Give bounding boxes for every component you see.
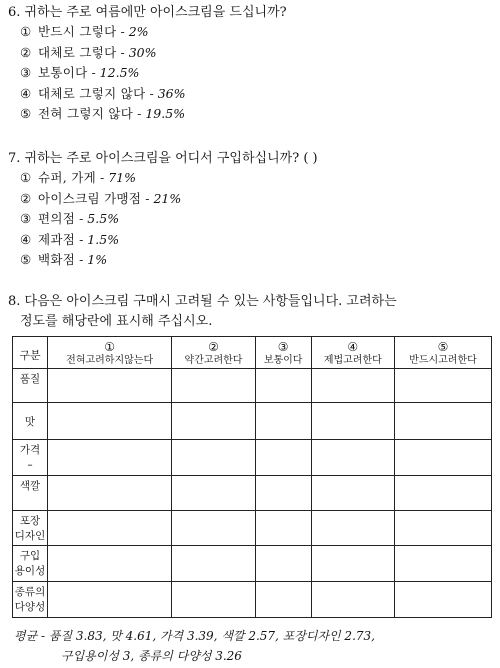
answer-cell[interactable]: [172, 582, 255, 618]
question-8-instruction: 정도를 해당란에 표시해 주십시오.: [20, 314, 213, 329]
question-8-title: 8. 다음은 아이스크림 구매시 고려될 수 있는 사항들입니다. 고려하는: [8, 294, 397, 309]
column-header: [255, 337, 311, 369]
question-6: [8, 4, 287, 125]
option-percent: - 1.5%: [75, 231, 120, 247]
table-row: [13, 403, 492, 440]
answer-cell[interactable]: [255, 511, 311, 546]
option-item: [8, 84, 287, 105]
option-number: ⑤: [20, 252, 32, 267]
answer-cell[interactable]: [48, 403, 172, 440]
option-number: ④: [20, 231, 32, 247]
average-summary: [14, 626, 375, 666]
answer-cell[interactable]: [48, 440, 172, 476]
option-percent: - 1%: [75, 252, 108, 267]
answer-cell[interactable]: [255, 440, 311, 476]
option-item: [8, 104, 287, 125]
consideration-table: [12, 336, 492, 618]
column-header: [172, 337, 255, 369]
option-number: ①: [20, 24, 32, 39]
answer-cell[interactable]: [311, 546, 394, 582]
option-percent: - 71%: [96, 170, 137, 185]
answer-cell[interactable]: [172, 369, 255, 403]
option-percent: - 2%: [116, 24, 149, 39]
row-label-line: –: [27, 459, 33, 471]
table-row: [13, 440, 492, 476]
option-percent: - 19.5%: [133, 106, 186, 121]
column-header: [394, 337, 491, 369]
row-label-line: 종류의: [14, 586, 46, 598]
option-number: ③: [20, 211, 32, 226]
column-label: 반드시고려한다: [409, 355, 477, 366]
question-6-title: 6. 귀하는 주로 여름에만 아이스크림을 드십니까?: [8, 5, 287, 20]
column-number: ①: [104, 340, 116, 354]
question-7-options: [8, 168, 318, 271]
table-corner-header: [13, 337, 48, 369]
option-item: [8, 209, 318, 230]
option-item: [8, 168, 318, 189]
option-item: [8, 43, 287, 64]
row-label-line: 용이성: [14, 565, 46, 577]
option-item: [8, 22, 287, 43]
table-row: [13, 546, 492, 582]
answer-cell[interactable]: [172, 476, 255, 511]
question-6-options: [8, 22, 287, 125]
row-label-line: 색깔: [19, 480, 41, 492]
option-text: 백화점: [38, 252, 76, 267]
answer-cell[interactable]: [255, 476, 311, 511]
corner-label: 구분: [19, 349, 41, 362]
option-percent: - 5.5%: [75, 211, 120, 226]
column-number: ⑤: [437, 340, 449, 354]
option-number: ①: [20, 170, 32, 185]
option-text: 전혀 그렇지 않다: [38, 106, 134, 121]
option-item: [8, 189, 318, 210]
row-label: [13, 476, 48, 511]
question-7: [8, 150, 318, 271]
table-row: [13, 476, 492, 511]
option-number: ⑤: [20, 106, 32, 121]
answer-cell[interactable]: [48, 369, 172, 403]
answer-cell[interactable]: [311, 369, 394, 403]
answer-cell[interactable]: [311, 440, 394, 476]
option-number: ②: [20, 44, 32, 60]
table-row: [13, 511, 492, 546]
option-text: 보통이다: [38, 65, 88, 80]
answer-cell[interactable]: [255, 582, 311, 618]
column-label: 보통이다: [263, 355, 303, 366]
option-text: 편의점: [38, 211, 76, 226]
answer-cell[interactable]: [255, 546, 311, 582]
row-label-line: 구입: [19, 550, 41, 562]
option-percent: - 12.5%: [87, 65, 140, 80]
option-item: [8, 250, 318, 271]
column-number: ③: [277, 340, 289, 354]
answer-cell[interactable]: [255, 369, 311, 403]
column-number: ②: [208, 340, 219, 354]
answer-cell[interactable]: [48, 582, 172, 618]
answer-cell[interactable]: [394, 511, 491, 546]
answer-cell[interactable]: [311, 403, 394, 440]
row-label: [13, 582, 48, 618]
option-percent: - 21%: [141, 190, 182, 206]
option-percent: - 30%: [116, 44, 157, 60]
column-header: [311, 337, 394, 369]
answer-cell[interactable]: [172, 403, 255, 440]
answer-cell[interactable]: [394, 440, 491, 476]
table-row: [13, 369, 492, 403]
column-label: 제법고려한다: [323, 355, 382, 366]
answer-cell[interactable]: [48, 546, 172, 582]
row-label-line: 가격: [19, 444, 41, 456]
answer-cell[interactable]: [394, 582, 491, 618]
table-header-row: [13, 337, 492, 369]
row-label: [13, 440, 48, 476]
option-number: ④: [20, 85, 32, 101]
row-label-line: 품질: [19, 373, 41, 385]
option-percent: - 36%: [145, 85, 186, 101]
answer-cell[interactable]: [255, 403, 311, 440]
average-line-1: 평균 - 품질 3.83, 맛 4.61, 가격 3.39, 색깔 2.57, 포장디자인 2.73,: [14, 629, 375, 643]
answer-cell[interactable]: [48, 476, 172, 511]
row-label: [13, 546, 48, 582]
answer-cell[interactable]: [311, 476, 394, 511]
answer-cell[interactable]: [311, 511, 394, 546]
answer-cell[interactable]: [394, 546, 491, 582]
answer-cell[interactable]: [172, 440, 255, 476]
option-text: 대체로 그렇지 않다: [38, 85, 146, 101]
question-8: [8, 292, 492, 332]
option-text: 반드시 그렇다: [38, 24, 117, 39]
table-row: [13, 582, 492, 618]
row-label-line: 포장: [19, 515, 41, 527]
row-label-line: 디자인: [14, 530, 46, 542]
answer-cell[interactable]: [311, 582, 394, 618]
row-label-line: 다양성: [14, 601, 46, 613]
option-number: ③: [20, 65, 32, 80]
answer-cell[interactable]: [48, 511, 172, 546]
column-label: 약간고려한다: [184, 355, 243, 366]
answer-cell[interactable]: [172, 546, 255, 582]
option-item: [8, 63, 287, 84]
row-label-line: 맛: [24, 416, 36, 428]
option-item: [8, 230, 318, 251]
answer-cell[interactable]: [394, 369, 491, 403]
column-number: ④: [347, 340, 359, 354]
question-7-title: 7. 귀하는 주로 아이스크림을 어디서 구입하십니까? ( ): [8, 151, 318, 166]
row-label: [13, 369, 48, 403]
option-text: 제과점: [38, 231, 76, 247]
row-label: [13, 511, 48, 546]
answer-cell[interactable]: [172, 511, 255, 546]
answer-cell[interactable]: [394, 403, 491, 440]
column-header: [48, 337, 172, 369]
option-number: ②: [20, 190, 32, 206]
option-text: 대체로 그렇다: [38, 44, 117, 60]
row-label: [13, 403, 48, 440]
option-text: 아이스크림 가맹점: [38, 190, 142, 206]
option-text: 슈퍼, 가게: [38, 170, 97, 185]
answer-cell[interactable]: [394, 476, 491, 511]
average-line-2: 구입용이성 3, 종류의 다양성 3.26: [61, 649, 242, 663]
column-label: 전혀고려하지않는다: [66, 355, 154, 366]
